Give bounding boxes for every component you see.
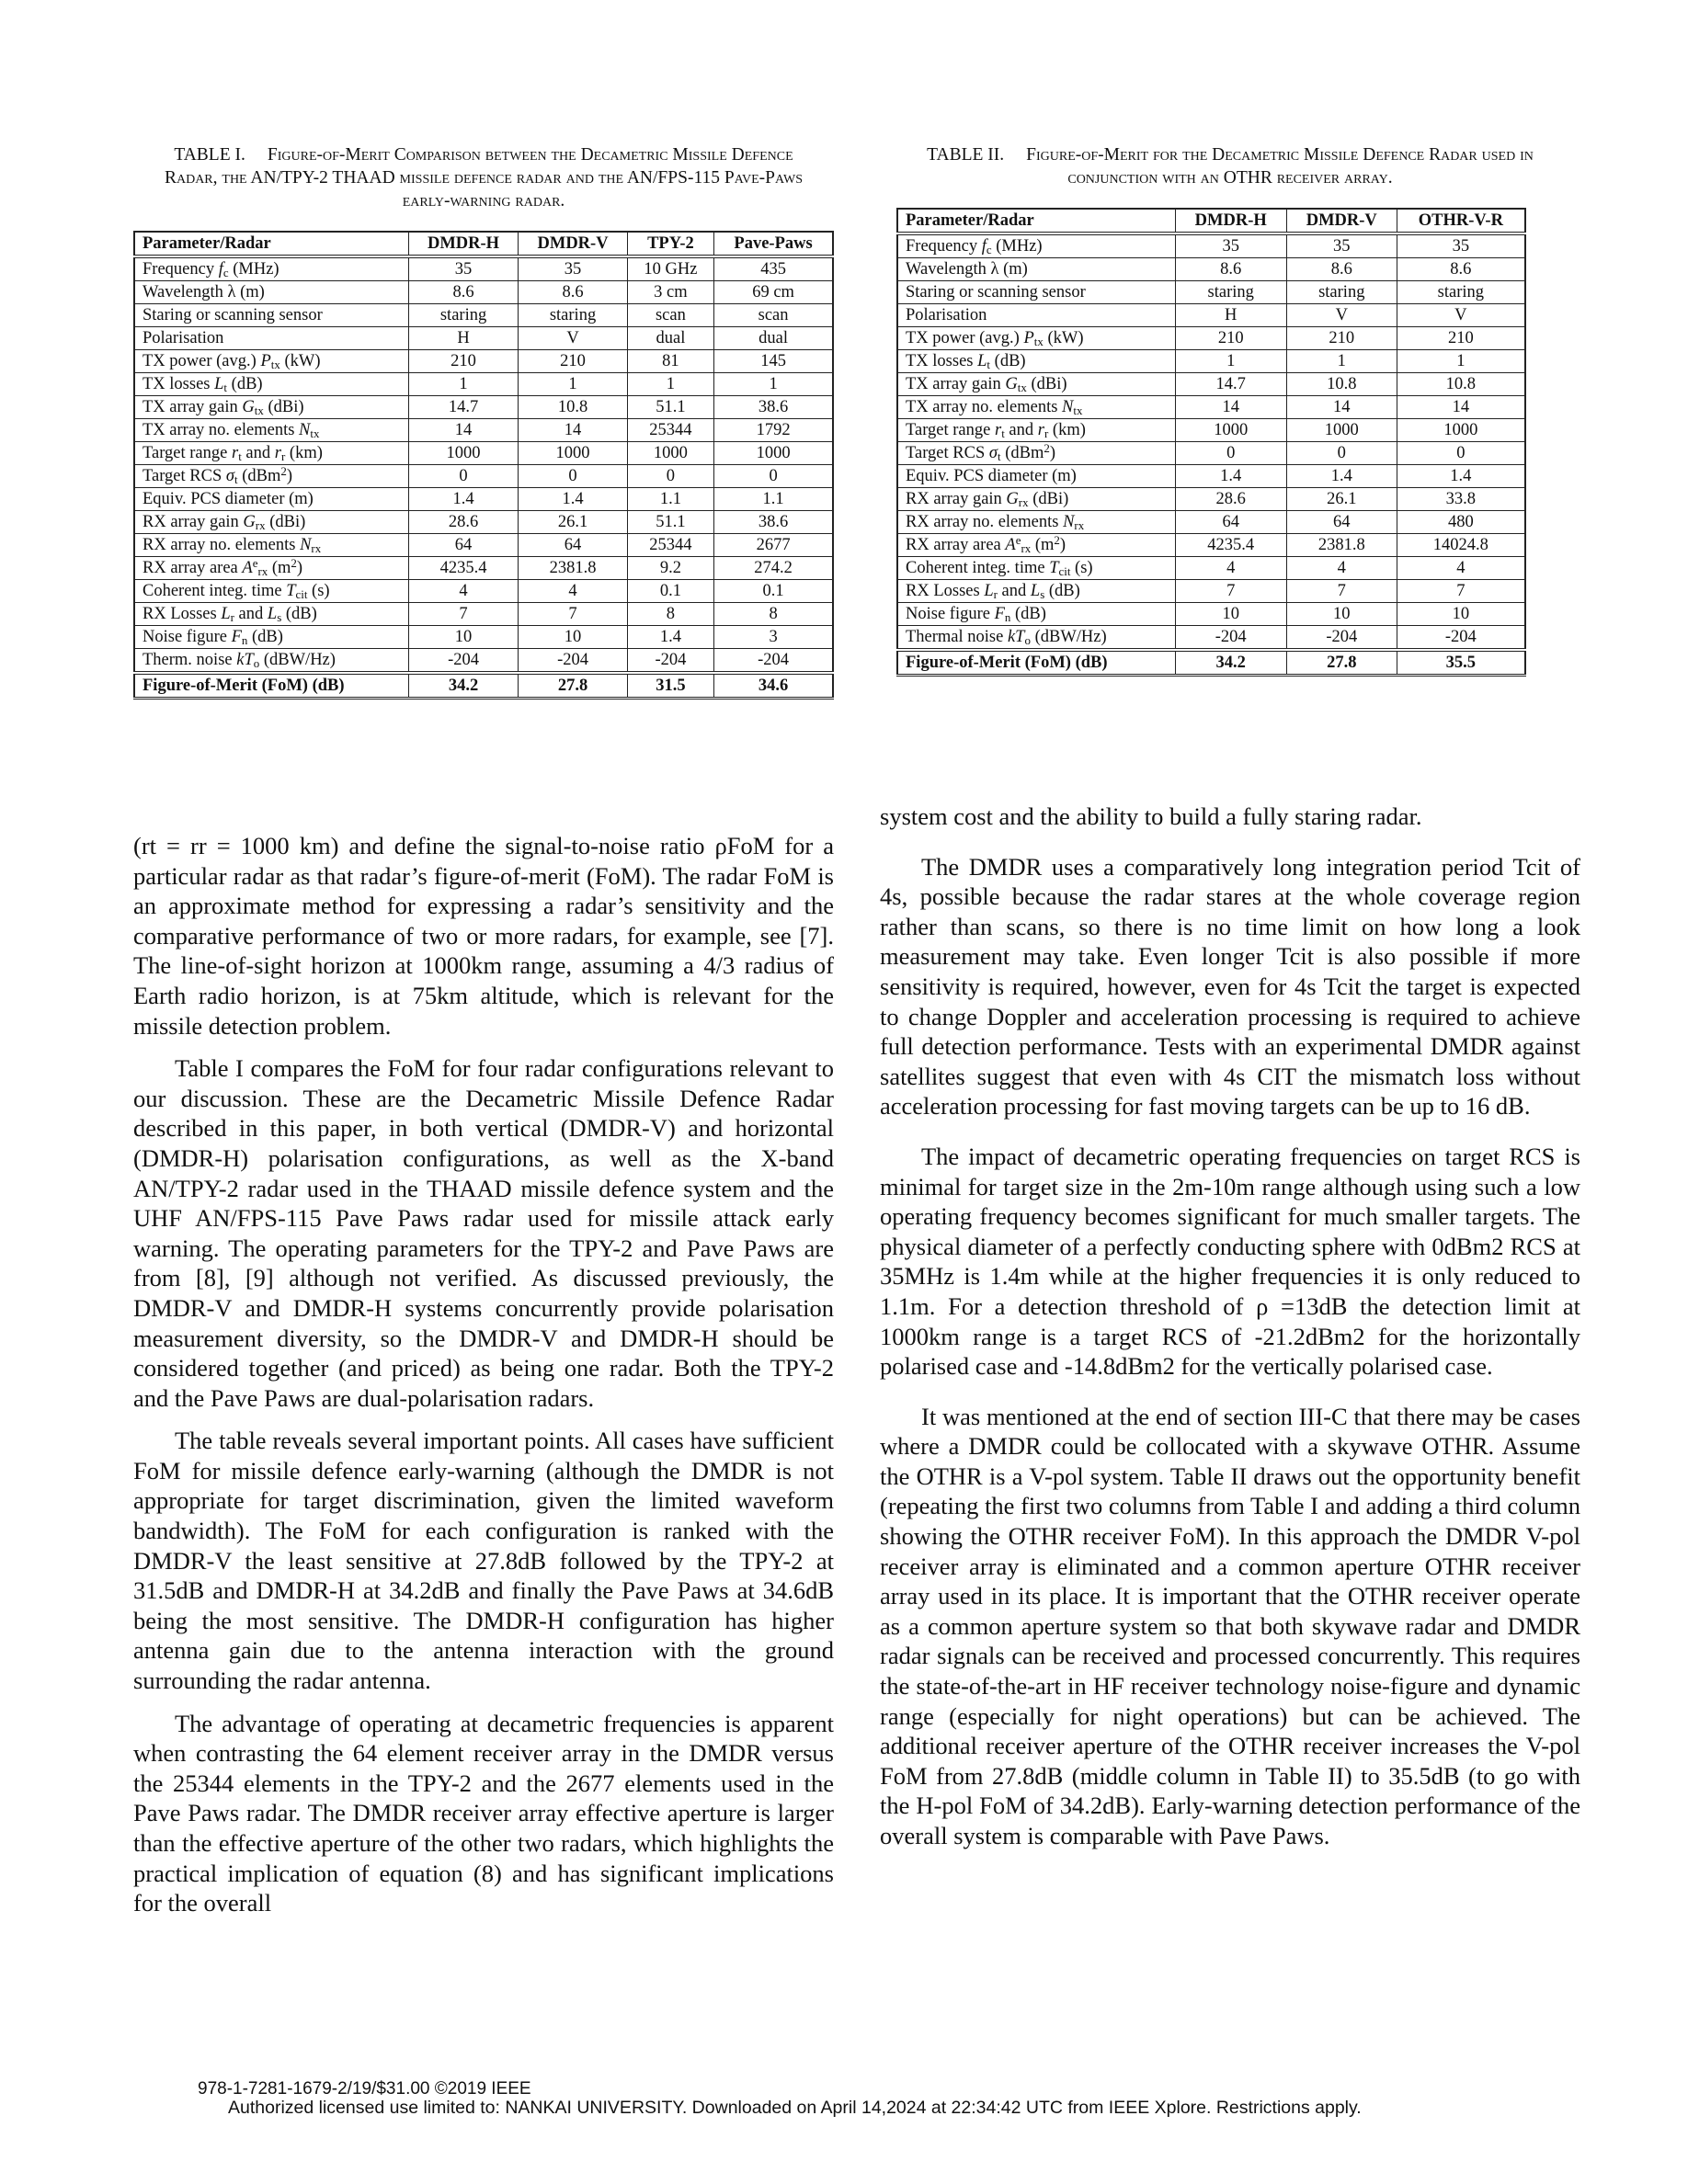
table-cell: 64 bbox=[519, 534, 627, 557]
table-cell: 1000 bbox=[714, 442, 833, 465]
table-cell: 10 bbox=[519, 626, 627, 649]
table-cell: 34.2 bbox=[408, 673, 519, 699]
table-cell: dual bbox=[714, 327, 833, 350]
table-row bbox=[134, 327, 833, 350]
table2-header-row bbox=[897, 209, 1525, 233]
table-cell: 38.6 bbox=[714, 396, 833, 419]
table2-caption bbox=[880, 143, 1580, 189]
table-cell: 3 bbox=[714, 626, 833, 649]
table-cell: 14 bbox=[1286, 396, 1397, 419]
param-label: Wavelength λ (m) bbox=[134, 281, 408, 304]
table-row bbox=[134, 396, 833, 419]
paragraph: It was mentioned at the end of section III-C that there may be cases where a DMDR could be collocated with a skywave OTHR. Assume the OTHR is a V-pol system. Table II draws out the opportunity benefit (repeating the first two columns from Table I and adding a third column showing the OTHR receiver FoM). In this approach the DMDR V-pol receiver array is eliminated and a common aperture OTHR receiver array used in its place. It is important that the OTHR receiver operate as a common aperture system so that both skywave radar and DMDR radar signals can be received and processed concurrently. This requires the state-of-the-art in HF receiver technology noise-figure and dynamic range (especially for night operations) but can be achieved. The additional receiver aperture of the OTHR receiver increases the V-pol FoM from 27.8dB (middle column in Table II) to 35.5dB (to go with the H-pol FoM of 34.2dB). Early-warning detection performance of the overall system is comparable with Pave Paws. bbox=[880, 1402, 1580, 1849]
table-cell: 210 bbox=[1397, 327, 1525, 350]
table-cell: 1 bbox=[519, 373, 627, 396]
param-label: TX losses $L_t$ (dB) bbox=[897, 350, 1175, 373]
table2-header-cell: Parameter/Radar bbox=[897, 209, 1175, 233]
table-cell: 4 bbox=[1397, 557, 1525, 580]
table-row bbox=[897, 465, 1525, 488]
param-label: RX Losses $L_r$ and $L_s$ (dB) bbox=[134, 603, 408, 626]
table-row bbox=[134, 626, 833, 649]
param-label: TX losses $L_t$ (dB) bbox=[134, 373, 408, 396]
table-cell: 28.6 bbox=[408, 511, 519, 534]
table1-header-cell: Parameter/Radar bbox=[134, 232, 408, 256]
table-cell: 8.6 bbox=[1175, 258, 1286, 281]
table-cell: 3 cm bbox=[627, 281, 713, 304]
table-row bbox=[134, 373, 833, 396]
param-label: RX array no. elements $N_{rx}$ bbox=[897, 511, 1175, 534]
table-row bbox=[897, 626, 1525, 651]
table-cell: 0 bbox=[1175, 442, 1286, 465]
table-cell: 2677 bbox=[714, 534, 833, 557]
table-cell: 0 bbox=[1397, 442, 1525, 465]
table-cell: 274.2 bbox=[714, 557, 833, 580]
table-cell: 10 bbox=[1286, 603, 1397, 626]
table-cell: 28.6 bbox=[1175, 488, 1286, 511]
table-cell: -204 bbox=[627, 649, 713, 674]
table-row bbox=[134, 350, 833, 373]
table-cell: 10.8 bbox=[1286, 373, 1397, 396]
table-cell: 7 bbox=[1175, 580, 1286, 603]
table-cell: 35.5 bbox=[1397, 650, 1525, 676]
table-cell: 2381.8 bbox=[1286, 534, 1397, 557]
table-cell: 1 bbox=[627, 373, 713, 396]
table-cell: Figure-of-Merit (FoM) (dB) bbox=[134, 673, 408, 699]
table-cell: 0 bbox=[408, 465, 519, 488]
table-cell: 14024.8 bbox=[1397, 534, 1525, 557]
table-cell: 51.1 bbox=[627, 511, 713, 534]
table-cell: 1.4 bbox=[408, 488, 519, 511]
table-cell: 210 bbox=[408, 350, 519, 373]
table-cell: 38.6 bbox=[714, 511, 833, 534]
table-cell: 480 bbox=[1397, 511, 1525, 534]
param-label: Frequency $f_c$ (MHz) bbox=[134, 256, 408, 281]
table-cell: 0 bbox=[627, 465, 713, 488]
table-cell: 145 bbox=[714, 350, 833, 373]
table-cell: 10.8 bbox=[519, 396, 627, 419]
table-cell: 435 bbox=[714, 256, 833, 281]
table-cell: 4 bbox=[519, 580, 627, 603]
paragraph: (rt = rr = 1000 km) and define the signal-to-noise ratio ρFoM for a particular radar as that radar’s figure-of-merit (FoM). The radar FoM is an approximate method for expressing a radar’s sensitivity and the comparative performance of two or more radars, for example, see [7]. The line-of-sight horizon at 1000km range, assuming a 4/3 radius of Earth radio horizon, is at 75km altitude, which is relevant for the missile detection problem. bbox=[133, 832, 834, 1040]
table-cell: staring bbox=[408, 304, 519, 327]
table-cell: 7 bbox=[1286, 580, 1397, 603]
table1-caption-label: TABLE I. bbox=[174, 145, 245, 165]
table1-header-row bbox=[134, 232, 833, 256]
table-cell: 8.6 bbox=[1397, 258, 1525, 281]
table-cell: V bbox=[1286, 304, 1397, 327]
paragraph: The table reveals several important points. All cases have sufficient FoM for missile defence early-warning (although the DMDR is not appropriate for target discrimination, given the limited waveform bandwidth). The FoM for each configuration is ranked with the DMDR-V the least sensitive at 27.8dB followed by the TPY-2 at 31.5dB and DMDR-H at 34.2dB and finally the Pave Paws at 34.6dB being the most sensitive. The DMDR-H configuration has higher antenna gain due to the antenna interaction with the ground surrounding the radar antenna. bbox=[133, 1427, 834, 1695]
table-cell: V bbox=[1397, 304, 1525, 327]
param-label: TX array gain $G_{tx}$ (dBi) bbox=[897, 373, 1175, 396]
table2-block bbox=[880, 143, 1580, 677]
table-cell: 26.1 bbox=[1286, 488, 1397, 511]
paragraph: The DMDR uses a comparatively long integration period Tcit of 4s, possible because the radar stares at the whole coverage region rather than scans, so there is no time limit on how long a look measurement may take. Even longer Tcit is also possible if more sensitivity is required, however, even for 4s Tcit the target is expected to change Doppler and acceleration processing is required to achieve full detection performance. Tests with an experimental DMDR against satellites suggest that even with 4s CIT the mismatch loss without acceleration processing for fast moving targets can be up to 16 dB. bbox=[880, 852, 1580, 1120]
table-row bbox=[897, 557, 1525, 580]
table-row bbox=[134, 534, 833, 557]
param-label: TX power (avg.) $P_{tx}$ (kW) bbox=[134, 350, 408, 373]
table-cell: H bbox=[1175, 304, 1286, 327]
table-cell: staring bbox=[519, 304, 627, 327]
left-column-text bbox=[133, 831, 834, 1918]
param-label: Thermal noise $kT_o$ (dBW/Hz) bbox=[897, 626, 1175, 651]
right-column-text bbox=[880, 802, 1580, 1851]
table-cell: 1000 bbox=[1175, 419, 1286, 442]
param-label: Equiv. PCS diameter (m) bbox=[134, 488, 408, 511]
table-cell: 35 bbox=[1286, 233, 1397, 258]
table-cell: 25344 bbox=[627, 419, 713, 442]
table-cell: -204 bbox=[714, 649, 833, 674]
paragraph: system cost and the ability to build a fully staring radar. bbox=[880, 802, 1422, 830]
table-cell: 27.8 bbox=[1286, 650, 1397, 676]
param-label: Wavelength λ (m) bbox=[897, 258, 1175, 281]
table-cell: 14 bbox=[1397, 396, 1525, 419]
table-row bbox=[897, 442, 1525, 465]
table-cell: 0 bbox=[714, 465, 833, 488]
table-row bbox=[897, 304, 1525, 327]
table1-header-cell: DMDR-H bbox=[408, 232, 519, 256]
param-label: RX array gain $G_{rx}$ (dBi) bbox=[134, 511, 408, 534]
table-cell: 4235.4 bbox=[408, 557, 519, 580]
param-label: Target range $r_t$ and $r_r$ (km) bbox=[897, 419, 1175, 442]
table-cell: 0.1 bbox=[627, 580, 713, 603]
table-cell: scan bbox=[714, 304, 833, 327]
table-cell: 1000 bbox=[1397, 419, 1525, 442]
table-row bbox=[897, 488, 1525, 511]
license-notice: Authorized licensed use limited to: NANKAI UNIVERSITY. Downloaded on April 14,2024 at 22:34:42 UTC from IEEE Xplore. Restrictions apply. bbox=[228, 2098, 1362, 2118]
table-cell: 1.1 bbox=[714, 488, 833, 511]
table-cell: 8.6 bbox=[1286, 258, 1397, 281]
table-row bbox=[897, 396, 1525, 419]
table-row bbox=[134, 281, 833, 304]
table-row bbox=[897, 327, 1525, 350]
table-cell: 8 bbox=[714, 603, 833, 626]
table-cell: 8 bbox=[627, 603, 713, 626]
table1-header-cell: DMDR-V bbox=[519, 232, 627, 256]
table-cell: 7 bbox=[519, 603, 627, 626]
table-cell: 34.2 bbox=[1175, 650, 1286, 676]
table-cell: 35 bbox=[408, 256, 519, 281]
table-cell: 1.4 bbox=[1286, 465, 1397, 488]
table-cell: -204 bbox=[519, 649, 627, 674]
param-label: TX array no. elements $N_{tx}$ bbox=[134, 419, 408, 442]
table-cell: 1 bbox=[408, 373, 519, 396]
table-row bbox=[897, 534, 1525, 557]
table1 bbox=[133, 231, 834, 700]
table-cell: -204 bbox=[1286, 626, 1397, 651]
table1-fom-row bbox=[134, 673, 833, 699]
table-cell: H bbox=[408, 327, 519, 350]
table-row bbox=[134, 488, 833, 511]
table-cell: staring bbox=[1286, 281, 1397, 304]
table1-header-cell: Pave-Paws bbox=[714, 232, 833, 256]
table-cell: 4 bbox=[408, 580, 519, 603]
table-cell: -204 bbox=[1397, 626, 1525, 651]
table-cell: 10 GHz bbox=[627, 256, 713, 281]
table2-header-cell: DMDR-V bbox=[1286, 209, 1397, 233]
table-row bbox=[897, 258, 1525, 281]
table2-header-cell: DMDR-H bbox=[1175, 209, 1286, 233]
paragraph: Table I compares the FoM for four radar configurations relevant to our discussion. These are the Decametric Missile Defence Radar described in this paper, in both vertical (DMDR-V) and horizontal (DMDR-H) polarisation configurations, as well as the X-band AN/TPY-2 radar used in the THAAD missile defence system and the UHF AN/FPS-115 Pave Paws radar used for missile attack early warning. The operating parameters for the TPY-2 and Pave Paws are from [8], [9] although not verified. As discussed previously, the DMDR-V and DMDR-H systems concurrently provide polarisation measurement diversity, so the DMDR-V and DMDR-H should be considered together (and priced) as being one radar. Both the TPY-2 and the Pave Paws are dual-polarisation radars. bbox=[133, 1054, 834, 1412]
table-cell: 35 bbox=[519, 256, 627, 281]
param-label: Noise figure $F_n$ (dB) bbox=[134, 626, 408, 649]
table1-caption-text: Figure-of-Merit Comparison between the Decametric Missile Defence Radar, the AN/TPY-2 THAAD missile defence radar and the AN/FPS-115 Pave-Paws early-warning radar. bbox=[164, 145, 804, 210]
table-row bbox=[134, 649, 833, 674]
table-row bbox=[134, 419, 833, 442]
table-cell: 1000 bbox=[519, 442, 627, 465]
param-label: Polarisation bbox=[134, 327, 408, 350]
table-cell: 14 bbox=[519, 419, 627, 442]
table-cell: 2381.8 bbox=[519, 557, 627, 580]
table-cell: 51.1 bbox=[627, 396, 713, 419]
table-row bbox=[134, 465, 833, 488]
table-cell: 210 bbox=[1286, 327, 1397, 350]
table-cell: 26.1 bbox=[519, 511, 627, 534]
table-cell: 14 bbox=[1175, 396, 1286, 419]
table-cell: 14 bbox=[408, 419, 519, 442]
table-cell: 0 bbox=[519, 465, 627, 488]
table-cell: 1.1 bbox=[627, 488, 713, 511]
param-label: Target RCS $\sigma_t$ (dBm$^2$) bbox=[134, 465, 408, 488]
param-label: RX array area $A^e_{rx}$ $(m^2)$ bbox=[134, 557, 408, 580]
table-row bbox=[897, 233, 1525, 258]
table-cell: 35 bbox=[1175, 233, 1286, 258]
table-cell: 1 bbox=[1286, 350, 1397, 373]
table-cell: 69 cm bbox=[714, 281, 833, 304]
table-cell: 7 bbox=[1397, 580, 1525, 603]
param-label: RX array area $A^e_{rx}$ $(m^2)$ bbox=[897, 534, 1175, 557]
table-cell: scan bbox=[627, 304, 713, 327]
table-row bbox=[134, 557, 833, 580]
param-label: Coherent integ. time $T_{cit}$ (s) bbox=[134, 580, 408, 603]
param-label: Staring or scanning sensor bbox=[897, 281, 1175, 304]
param-label: Therm. noise $kT_o$ (dBW/Hz) bbox=[134, 649, 408, 674]
param-label: RX array gain $G_{rx}$ (dBi) bbox=[897, 488, 1175, 511]
table-cell: 1 bbox=[1397, 350, 1525, 373]
table2 bbox=[896, 208, 1526, 677]
table-cell: 4235.4 bbox=[1175, 534, 1286, 557]
table-cell: 0 bbox=[1286, 442, 1397, 465]
table-row bbox=[134, 603, 833, 626]
table2-header-cell: OTHR-V-R bbox=[1397, 209, 1525, 233]
table-cell: 31.5 bbox=[627, 673, 713, 699]
table-row bbox=[134, 256, 833, 281]
table-row bbox=[134, 511, 833, 534]
table-cell: 1.4 bbox=[627, 626, 713, 649]
table-cell: 81 bbox=[627, 350, 713, 373]
table-cell: 8.6 bbox=[519, 281, 627, 304]
param-label: RX array no. elements $N_{rx}$ bbox=[134, 534, 408, 557]
table-cell: 64 bbox=[1286, 511, 1397, 534]
param-label: Coherent integ. time $T_{cit}$ (s) bbox=[897, 557, 1175, 580]
table-cell: 1.4 bbox=[519, 488, 627, 511]
table-cell: 1 bbox=[1175, 350, 1286, 373]
table-cell: 4 bbox=[1175, 557, 1286, 580]
table-cell: 1792 bbox=[714, 419, 833, 442]
table-cell: 10.8 bbox=[1397, 373, 1525, 396]
table-cell: 25344 bbox=[627, 534, 713, 557]
table-cell: 10 bbox=[1397, 603, 1525, 626]
param-label: Equiv. PCS diameter (m) bbox=[897, 465, 1175, 488]
table-cell: 1000 bbox=[627, 442, 713, 465]
param-label: TX array no. elements $N_{tx}$ bbox=[897, 396, 1175, 419]
table-cell: -204 bbox=[1175, 626, 1286, 651]
table-row bbox=[897, 603, 1525, 626]
table-cell: 1.4 bbox=[1175, 465, 1286, 488]
table-cell: 0.1 bbox=[714, 580, 833, 603]
param-label: Target range $r_t$ and $r_r$ (km) bbox=[134, 442, 408, 465]
table-cell: 8.6 bbox=[408, 281, 519, 304]
table-cell: V bbox=[519, 327, 627, 350]
table2-caption-label: TABLE II. bbox=[927, 145, 1005, 165]
table-cell: 14.7 bbox=[1175, 373, 1286, 396]
table-cell: 1.4 bbox=[1397, 465, 1525, 488]
table-row bbox=[897, 419, 1525, 442]
table-cell: 1000 bbox=[408, 442, 519, 465]
param-label: TX power (avg.) $P_{tx}$ (kW) bbox=[897, 327, 1175, 350]
table-cell: 34.6 bbox=[714, 673, 833, 699]
table-cell: 9.2 bbox=[627, 557, 713, 580]
table-cell: 10 bbox=[408, 626, 519, 649]
table-cell: 210 bbox=[1175, 327, 1286, 350]
param-label: Noise figure $F_n$ (dB) bbox=[897, 603, 1175, 626]
table-row bbox=[897, 580, 1525, 603]
table-cell: 4 bbox=[1286, 557, 1397, 580]
table-cell: 1000 bbox=[1286, 419, 1397, 442]
table-cell: 7 bbox=[408, 603, 519, 626]
table1-caption bbox=[133, 143, 834, 212]
table-cell: Figure-of-Merit (FoM) (dB) bbox=[897, 650, 1175, 676]
table-cell: dual bbox=[627, 327, 713, 350]
table2-caption-text: Figure-of-Merit for the Decametric Missile Defence Radar used in conjunction with an OTHR receiver array. bbox=[1026, 145, 1534, 188]
table1-header-cell: TPY-2 bbox=[627, 232, 713, 256]
table-cell: 210 bbox=[519, 350, 627, 373]
table1-block bbox=[133, 143, 834, 700]
param-label: TX array gain $G_{tx}$ (dBi) bbox=[134, 396, 408, 419]
table-cell: 14.7 bbox=[408, 396, 519, 419]
table-cell: staring bbox=[1397, 281, 1525, 304]
table-cell: 64 bbox=[1175, 511, 1286, 534]
table-cell: 1 bbox=[714, 373, 833, 396]
table-cell: -204 bbox=[408, 649, 519, 674]
table-cell: staring bbox=[1175, 281, 1286, 304]
table-row bbox=[134, 442, 833, 465]
table-row bbox=[897, 281, 1525, 304]
table-row bbox=[897, 373, 1525, 396]
table-cell: 10 bbox=[1175, 603, 1286, 626]
param-label: RX Losses $L_r$ and $L_s$ (dB) bbox=[897, 580, 1175, 603]
table-row bbox=[134, 580, 833, 603]
table-cell: 35 bbox=[1397, 233, 1525, 258]
table2-fom-row bbox=[897, 650, 1525, 676]
table-cell: 27.8 bbox=[519, 673, 627, 699]
paragraph: The advantage of operating at decametric frequencies is apparent when contrasting the 64 element receiver array in the DMDR versus the 25344 elements in the TPY-2 and the 2677 elements used in the Pave Paws radar. The DMDR receiver array effective aperture is larger than the effective aperture of the other two radars, which highlights the practical implication of equation (8) and has significant implications for the overall bbox=[133, 1709, 834, 1917]
table-row bbox=[134, 304, 833, 327]
param-label: Target RCS $\sigma_t$ (dBm$^2$) bbox=[897, 442, 1175, 465]
table-cell: 33.8 bbox=[1397, 488, 1525, 511]
table-row bbox=[897, 511, 1525, 534]
paragraph: The impact of decametric operating frequencies on target RCS is minimal for target size in the 2m-10m range although using such a low operating frequency becomes significant for much smaller targets. The physical diameter of a perfectly conducting sphere with 0dBm2 RCS at 35MHz is 1.4m while at the higher frequencies it is only reduced to 1.1m. For a detection threshold of ρ =13dB the detection limit at 1000km range is a target RCS of -21.2dBm2 for the horizontally polarised case and -14.8dBm2 for the vertically polarised case. bbox=[880, 1142, 1580, 1381]
param-label: Staring or scanning sensor bbox=[134, 304, 408, 327]
table-row bbox=[897, 350, 1525, 373]
param-label: Polarisation bbox=[897, 304, 1175, 327]
copyright-code: 978-1-7281-1679-2/19/$31.00 ©2019 IEEE bbox=[198, 2079, 531, 2099]
table-cell: 64 bbox=[408, 534, 519, 557]
param-label: Frequency $f_c$ (MHz) bbox=[897, 233, 1175, 258]
